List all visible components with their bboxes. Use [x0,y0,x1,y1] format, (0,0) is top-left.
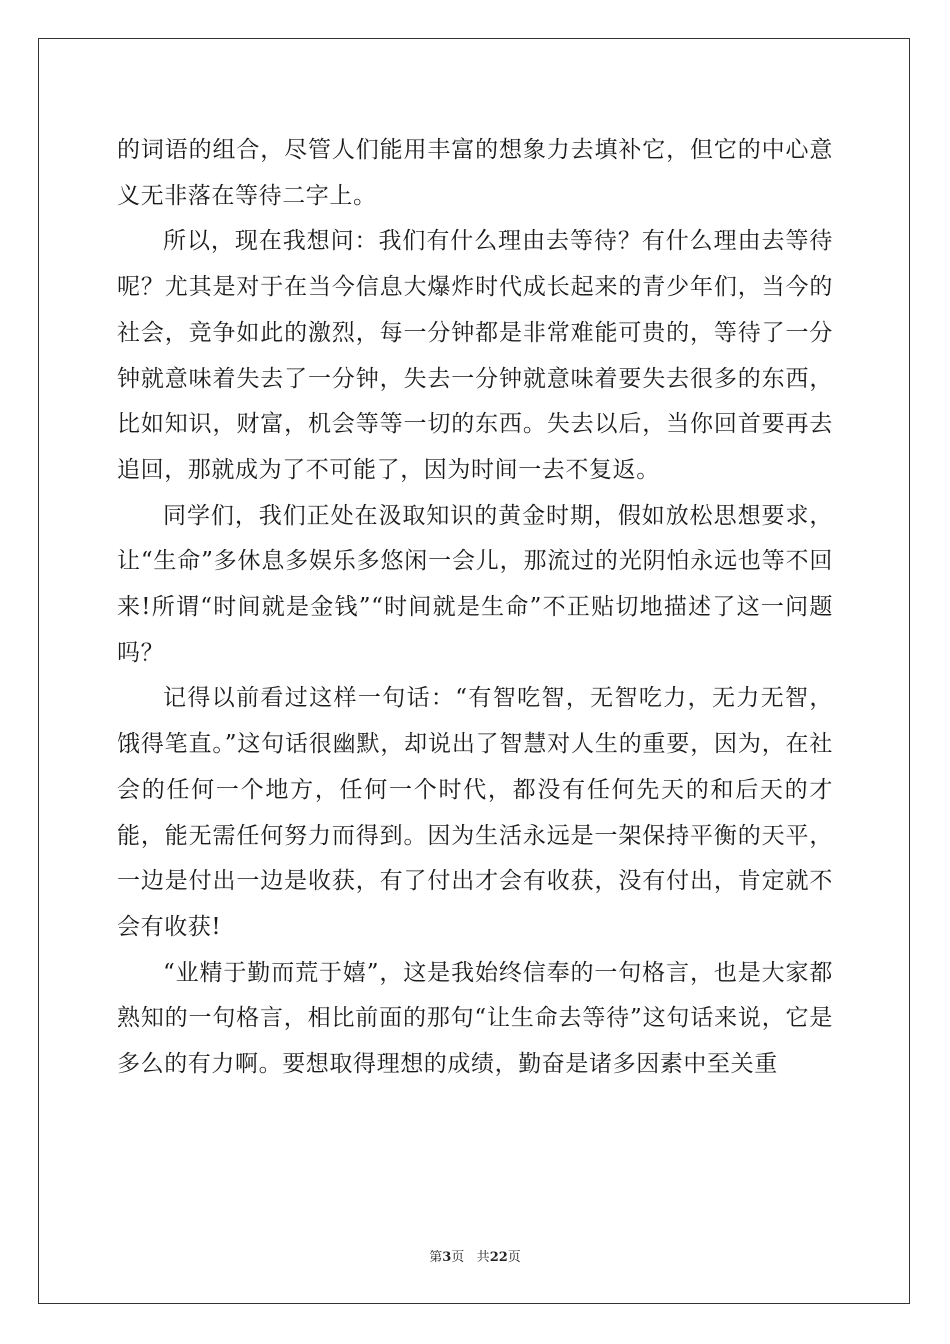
paragraph-3: 同学们，我们正处在汲取知识的黄金时期，假如放松思想要求，让“生命”多休息多娱乐多悠闲一会儿，那流过的光阴怕永远也等不回来!所谓“时间就是金钱”“时间就是生命”不正贴切地描述了这一问题吗？ [117,502,833,666]
paragraph-4: 记得以前看过这样一句话：“有智吃智，无智吃力，无力无智，饿得笔直。”这句话很幽默，却说出了智慧对人生的重要，因为，在社会的任何一个地方，任何一个时代，都没有任何先天的和后天的才能，能无需任何努力而得到。因为生活永远是一架保持平衡的天平，一边是付出一边是收获，有了付出才会有收获，没有付出，肯定就不会有收获! [117,685,833,940]
paragraph-5: “业精于勤而荒于嬉”，这是我始终信奉的一句格言，也是大家都熟知的一句格言，相比前面的那句“让生命去等待”这句话来说，它是多么的有力啊。要想取得理想的成绩，勤奋是诸多因素中至关重 [117,959,833,1078]
current-page-number: 3 [442,1250,452,1265]
paragraph-1: 的词语的组合，尽管人们能用丰富的想象力去填补它，但它的中心意义无非落在等待二字上。 [117,137,833,209]
footer-page-suffix: 页 [451,1250,465,1265]
page-footer [0,1246,950,1265]
paragraph-2: 所以，现在我想问：我们有什么理由去等待？有什么理由去等待呢？尤其是对于在当今信息大爆炸时代成长起来的青少年们，当今的社会，竞争如此的激烈，每一分钟都是非常难能可贵的，等待了一分钟就意味着失去了一分钟，失去一分钟就意味着要失去很多的东西，比如知识，财富，机会等等一切的东西。失去以后，当你回首要再去追回，那就成为了不可能了，因为时间一去不复返。 [117,228,833,483]
total-page-count: 22 [489,1250,508,1265]
document-body [117,128,833,1088]
footer-prefix: 第 [429,1250,443,1265]
footer-total-prefix: 共 [476,1250,490,1265]
footer-total-suffix: 页 [507,1250,521,1265]
